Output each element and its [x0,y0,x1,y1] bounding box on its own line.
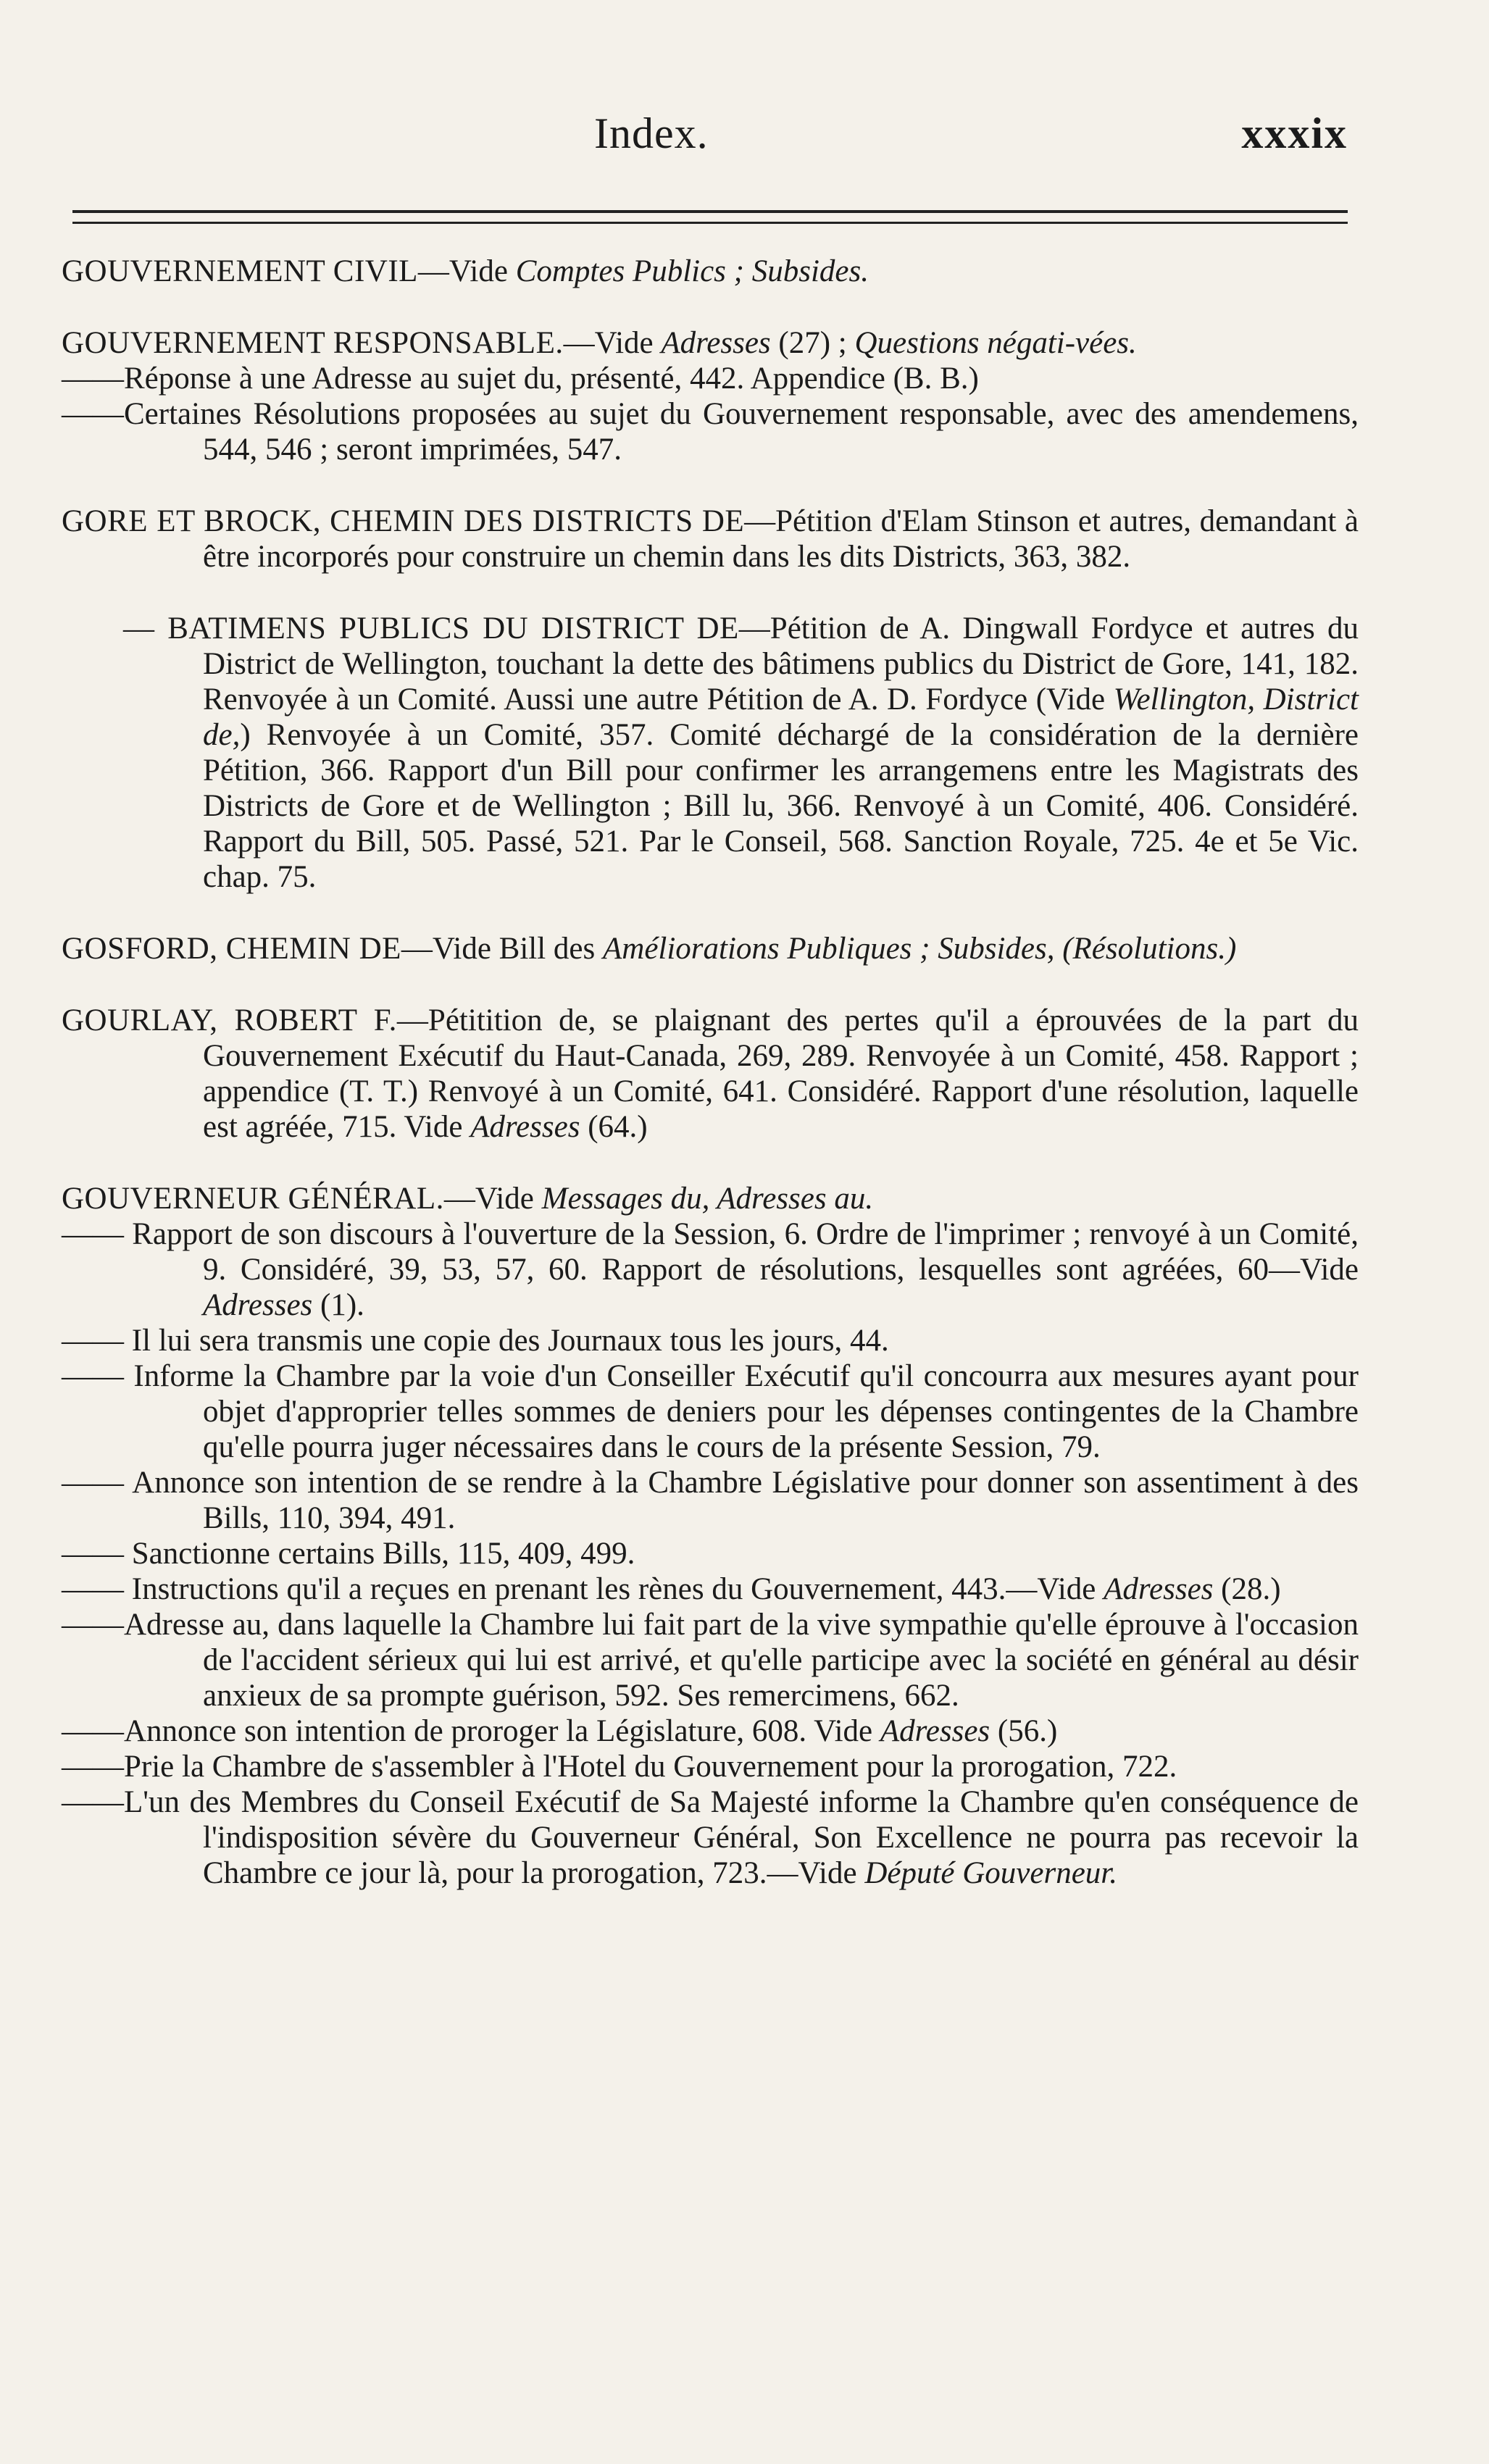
index-content [62,254,1359,1927]
sub-entry [62,1323,1359,1358]
header-rule-bottom [72,222,1348,224]
reference-number: (27) ; [770,326,855,360]
entry-gore-brock [62,504,1359,575]
sub-entry-text: ——Adresse au, dans laquelle la Chambre lui fait part de la vive sympathie qu'elle éprouve à l'occasion de l'accident sérieux qui lui est arrivé, et qu'elle participe avec la société en général au désir anxieux de sa prompte guérison, 592. Ses remercimens, 662. [62,1608,1359,1713]
entry-text: —Pétition de A. Dingwall Fordyce et autres du District de Wellington, touchant la dette des bâtimens publics du District de Gore, 141, 182. Renvoyée à un Comité. Aussi une autre Pétition de A. D. Fordyce (Vide [203,611,1359,717]
cross-reference: Adresses [470,1110,580,1144]
sub-entry [62,1216,1359,1323]
cross-reference: Améliorations Publiques ; Subsides, [603,932,1055,966]
reference-number: (28.) [1213,1572,1281,1606]
sub-entry [62,1607,1359,1713]
sub-entry [62,1749,1359,1784]
entry-head: GOSFORD, CHEMIN DE [62,932,401,966]
sub-entry-text: ——L'un des Membres du Conseil Exécutif de Sa Majesté informe la Chambre qu'en conséquence de l'indisposition sévère du Gouverneur Général, Son Excellence ne pourra pas recevoir la Chambre ce jour là, pour la prorogation, 723.—Vide [62,1785,1359,1890]
entry-text: —Pétitition de, se plaignant des pertes qu'il a éprouvées de la part du Gouvernement Exécutif du Haut-Canada, 269, 289. Renvoyée à un Comité, 458. Rapport ; appendice (T. T.) Renvoyé à un Comité, 641. Considéré. Rapport d'une résolution, laquelle est agréée, 715. Vide [203,1003,1359,1144]
sub-entry-text: —— Sanctionne certains Bills, 115, 409, 499. [62,1537,635,1571]
entry-batimens-publics [62,611,1359,895]
sub-entry: ——Certaines Résolutions proposées au sujet du Gouvernement responsable, avec des amendemens, 544, 546 ; seront imprimées, 547. [62,397,1359,467]
cross-reference: (Résolutions.) [1054,932,1237,966]
cross-reference: Adresses [880,1714,990,1748]
entry-head: GOUVERNEMENT RESPONSABLE. [62,326,564,360]
reference-number: (64.) [580,1110,648,1144]
cross-reference: Adresses [1104,1572,1214,1606]
cross-reference: Comptes Publics ; Subsides. [515,254,869,288]
entry-head: GOUVERNEMENT CIVIL [62,254,418,288]
cross-reference: Adresses [203,1288,313,1322]
entry-gourlay [62,1003,1359,1145]
cross-reference: Député Gouverneur. [864,1856,1117,1890]
sub-entry-text: —— Informe la Chambre par la voie d'un Conseiller Exécutif qu'il concourra aux mesures ayant pour objet d'approprier telles sommes de deniers pour les dépenses contingentes de la Chambre qu'elle pourra juger nécessaires dans le cours de la présente Session, 79. [62,1359,1359,1464]
sub-entry-text: ——Prie la Chambre de s'assembler à l'Hotel du Gouvernement pour la prorogation, 722. [62,1750,1177,1784]
vide-text: —Vide [443,1182,542,1216]
entry-head: — BATIMENS PUBLICS DU DISTRICT DE [123,611,739,646]
entry-gouverneur-general [62,1181,1359,1891]
reference-number: (56.) [990,1714,1058,1748]
entry-head: GORE ET BROCK, CHEMIN DES DISTRICTS DE [62,504,745,538]
sub-entry-text: —— Instructions qu'il a reçues en prenant les rènes du Gouvernement, 443.—Vide [62,1572,1104,1606]
vide-text: —Vide [417,254,516,288]
sub-entry [62,1465,1359,1536]
entry-gosford [62,931,1359,966]
entry-head: GOURLAY, ROBERT F. [62,1003,397,1037]
header-rule-top [72,210,1348,213]
cross-reference: Adresses [661,326,771,360]
sub-entry [62,1784,1359,1891]
entry-gouvernement-civil [62,254,1359,289]
entry-text: ) Renvoyée à un Comité, 357. Comité déchargé de la considération de la dernière Pétition, 366. Rapport d'un Bill pour confirmer les arrangemens entre les Magistrats des Districts de Gore et de Wellington ; Bill lu, 366. Renvoyé à un Comité, 406. Considéré. Rapport du Bill, 505. Passé, 521. Par le Conseil, 568. Sanction Royale, 725. 4e et 5e Vic. chap. 75. [203,718,1359,894]
cross-reference: Wellington, District de, [203,682,1359,752]
sub-entry-text: —— Il lui sera transmis une copie des Journaux tous les jours, 44. [62,1324,889,1358]
sub-entry: ——Réponse à une Adresse au sujet du, présenté, 442. Appendice (B. B.) [62,362,979,396]
sub-entry [62,1358,1359,1465]
entry-main-line [62,1181,1359,1216]
sub-entry-text: ——Annonce son intention de proroger la Législature, 608. Vide [62,1714,880,1748]
sub-entry [62,1713,1359,1749]
sub-entry-text: —— Annonce son intention de se rendre à la Chambre Législative pour donner son assentiment à des Bills, 110, 394, 491. [62,1466,1359,1535]
vide-text: —Vide [563,326,662,360]
cross-reference: Messages du, Adresses au. [541,1182,874,1216]
entry-text: —Pétition d'Elam Stinson et autres, demandant à être incorporés pour construire un chemin dans les dits Districts, 363, 382. [203,504,1359,574]
entry-gouvernement-responsable [62,325,1359,467]
sub-entry [62,1536,1359,1571]
page-title: Index. [594,109,709,157]
page-header [58,109,1348,174]
page-number: xxxix [1241,109,1348,157]
sub-entry-text: —— Rapport de son discours à l'ouverture de la Session, 6. Ordre de l'imprimer ; renvoyé à un Comité, 9. Considéré, 39, 53, 57, 60. Rapport de résolutions, lesquelles sont agréées, 60—Vide [62,1217,1359,1287]
reference-number: (1). [312,1288,364,1322]
sub-entry-list [62,1216,1359,1891]
entry-main-line [62,325,1359,361]
vide-text: —Vide Bill des [401,932,603,966]
sub-entry [62,1571,1359,1607]
entry-head: GOUVERNEUR GÉNÉRAL. [62,1182,444,1216]
cross-reference: Questions négati-vées. [854,326,1137,360]
